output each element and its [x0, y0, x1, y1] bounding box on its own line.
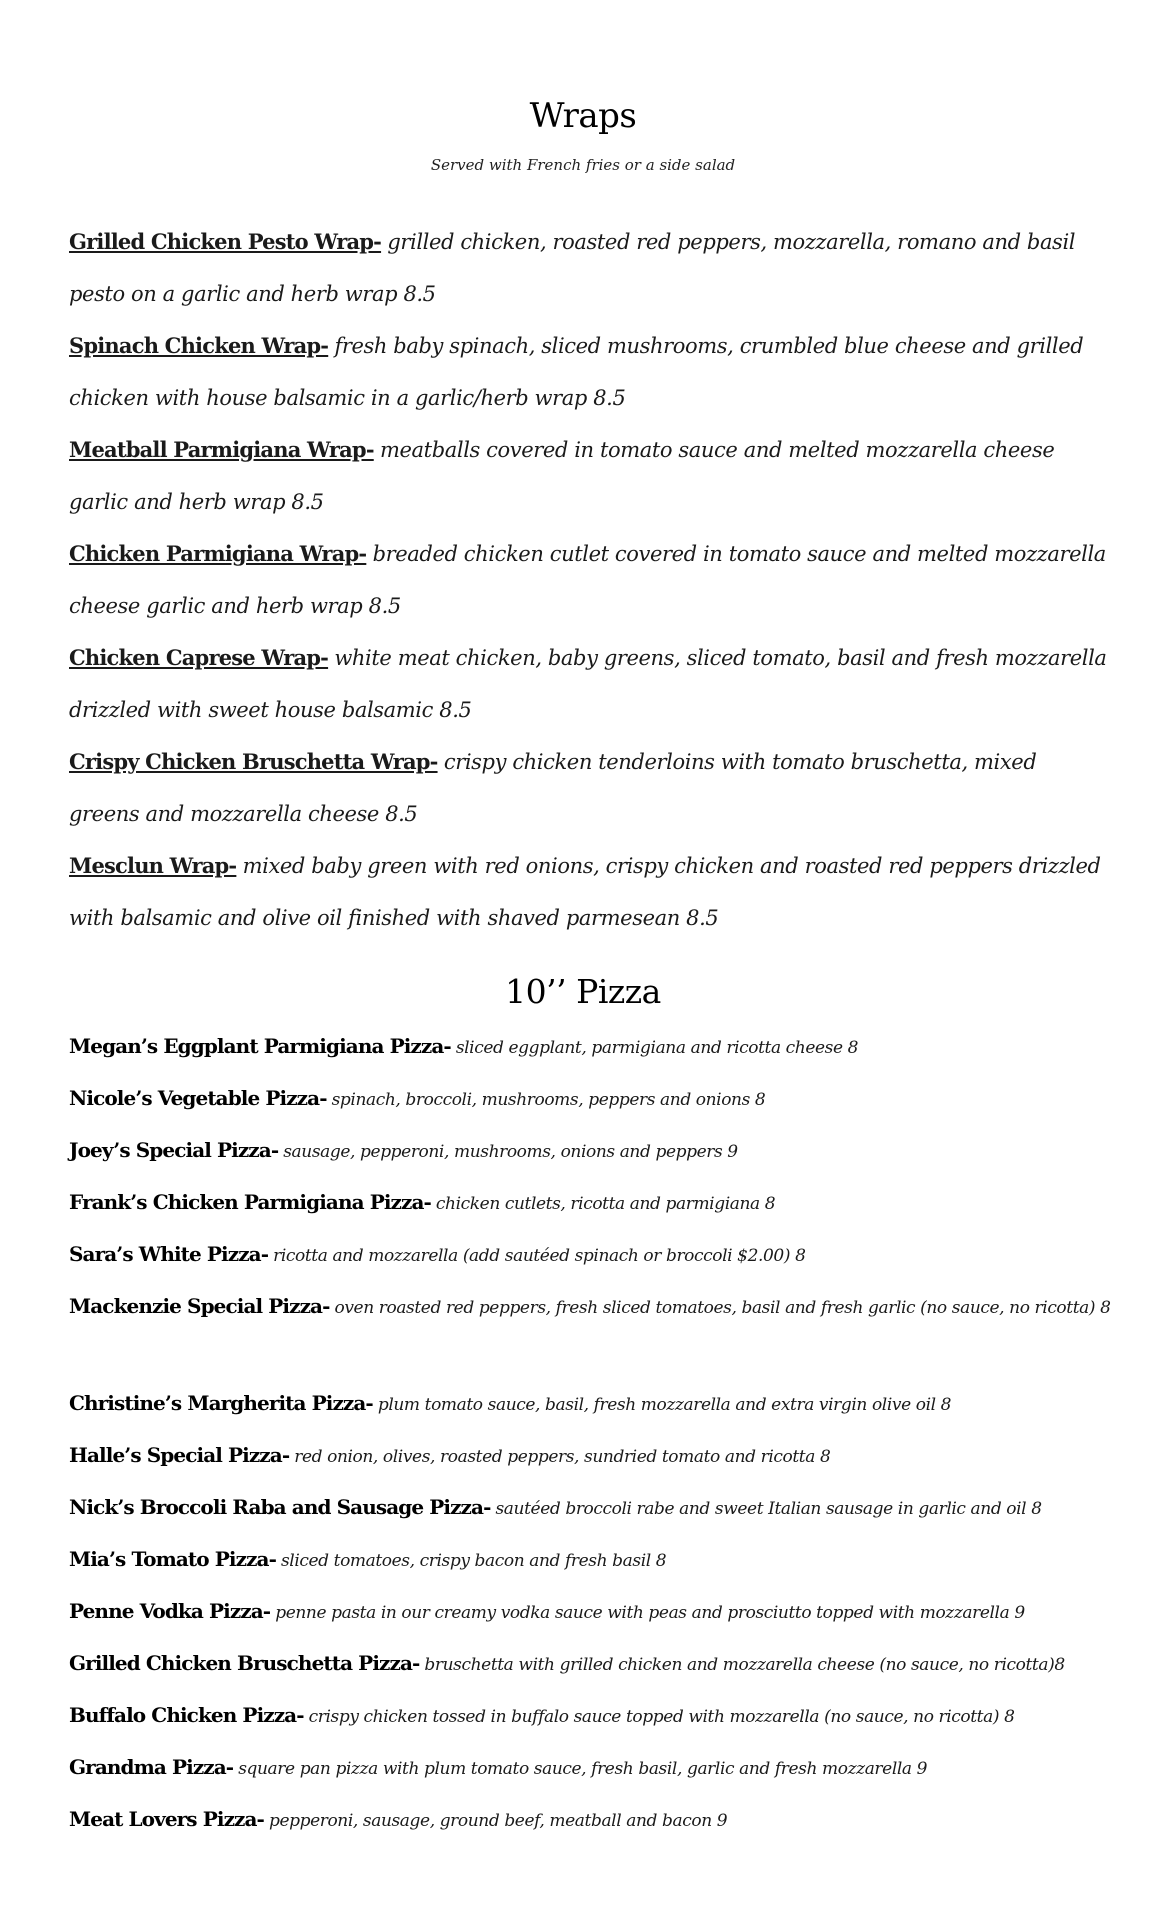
menu-item-description: crispy chicken tenderloins with tomato bruschetta, mixed greens and mozzarella cheese 8.5: [69, 750, 1037, 826]
menu-item-description: red onion, olives, roasted peppers, sundried tomato and ricotta 8: [289, 1447, 831, 1467]
menu-item-name: Buffalo Chicken Pizza-: [69, 1703, 304, 1727]
menu-item-name: Mackenzie Special Pizza-: [69, 1294, 330, 1318]
menu-item-pizza: [69, 1388, 1129, 1420]
menu-item-pizza: [69, 1804, 1129, 1836]
menu-item-description: mixed baby green with red onions, crispy chicken and roasted red peppers drizzled with balsamic and olive oil finished with shaved parmesean 8.5: [69, 854, 1101, 930]
menu-item-description: sliced eggplant, parmigiana and ricotta cheese 8: [450, 1038, 859, 1058]
menu-item-name: Penne Vodka Pizza-: [69, 1599, 271, 1623]
menu-item-description: plum tomato sauce, basil, fresh mozzarella and extra virgin olive oil 8: [372, 1395, 952, 1415]
menu-item-name: Chicken Parmigiana Wrap-: [69, 541, 367, 566]
menu-item-description: penne pasta in our creamy vodka sauce with peas and prosciutto topped with mozzarella 9: [270, 1603, 1025, 1623]
menu-item-description: white meat chicken, baby greens, sliced tomato, basil and fresh mozzarella drizzled with sweet house balsamic 8.5: [69, 646, 1107, 722]
menu-item-wrap: [69, 216, 1109, 320]
menu-item-name: Chicken Caprese Wrap-: [69, 645, 329, 670]
menu-item-name: Spinach Chicken Wrap-: [69, 333, 329, 358]
menu-item-wrap: [69, 632, 1109, 736]
menu-item-pizza: [69, 1752, 1129, 1784]
menu-item-pizza: [69, 1083, 1129, 1115]
menu-item-name: Crispy Chicken Bruschetta Wrap-: [69, 749, 438, 774]
menu-item-name: Grandma Pizza-: [69, 1755, 234, 1779]
menu-item-pizza: [69, 1648, 1129, 1680]
pizza-section-title: 10’’ Pizza: [505, 972, 661, 1011]
menu-item-wrap: [69, 736, 1109, 840]
menu-item-pizza: [69, 1596, 1129, 1628]
menu-item-description: sautéed broccoli rabe and sweet Italian sausage in garlic and oil 8: [490, 1499, 1042, 1519]
wraps-section-title: Wraps: [529, 96, 637, 136]
menu-item-description: pepperoni, sausage, ground beef, meatball and bacon 9: [263, 1811, 728, 1831]
menu-item-description: grilled chicken, roasted red peppers, mozzarella, romano and basil pesto on a garlic and herb wrap 8.5: [69, 230, 1076, 306]
menu-item-description: chicken cutlets, ricotta and parmigiana 8: [430, 1194, 776, 1214]
menu-item-description: bruschetta with grilled chicken and mozzarella cheese (no sauce, no ricotta)8: [419, 1655, 1065, 1675]
menu-item-name: Sara’s White Pizza-: [69, 1242, 269, 1266]
menu-item-description: spinach, broccoli, mushrooms, peppers and onions 8: [326, 1090, 766, 1110]
menu-item-name: Meatball Parmigiana Wrap-: [69, 437, 374, 462]
menu-item-name: Nick’s Broccoli Raba and Sausage Pizza-: [69, 1495, 491, 1519]
menu-item-description: ricotta and mozzarella (add sautéed spinach or broccoli $2.00) 8: [268, 1246, 806, 1266]
menu-item-name: Grilled Chicken Pesto Wrap-: [69, 229, 382, 254]
menu-item-pizza: [69, 1135, 1129, 1167]
menu-item-description: sausage, pepperoni, mushrooms, onions and peppers 9: [278, 1142, 738, 1162]
menu-item-description: crispy chicken tossed in buffalo sauce topped with mozzarella (no sauce, no ricotta) 8: [303, 1707, 1015, 1727]
menu-item-description: square pan pizza with plum tomato sauce, fresh basil, garlic and fresh mozzarella 9: [233, 1759, 928, 1779]
menu-item-wrap: [69, 528, 1109, 632]
menu-item-description: oven roasted red peppers, fresh sliced tomatoes, basil and fresh garlic (no sauce, no ricotta) 8: [329, 1298, 1111, 1318]
menu-item-name: Halle’s Special Pizza-: [69, 1443, 290, 1467]
menu-item-pizza: [69, 1492, 1129, 1524]
wraps-section-subtitle: Served with French fries or a side salad: [430, 156, 736, 174]
menu-item-pizza: [69, 1700, 1129, 1732]
menu-item-description: breaded chicken cutlet covered in tomato sauce and melted mozzarella cheese garlic and herb wrap 8.5: [69, 542, 1106, 618]
menu-item-name: Megan’s Eggplant Parmigiana Pizza-: [69, 1034, 451, 1058]
menu-item-pizza: [69, 1440, 1129, 1472]
menu-item-pizza: [69, 1291, 1129, 1323]
menu-item-name: Joey’s Special Pizza-: [69, 1138, 279, 1162]
menu-item-wrap: [69, 424, 1109, 528]
menu-item-description: meatballs covered in tomato sauce and melted mozzarella cheese garlic and herb wrap 8.5: [69, 438, 1055, 514]
menu-item-wrap: [69, 320, 1109, 424]
menu-item-name: Meat Lovers Pizza-: [69, 1807, 264, 1831]
menu-item-pizza: [69, 1187, 1129, 1219]
menu-item-name: Mesclun Wrap-: [69, 853, 237, 878]
menu-item-description: sliced tomatoes, crispy bacon and fresh basil 8: [275, 1551, 667, 1571]
menu-item-name: Frank’s Chicken Parmigiana Pizza-: [69, 1190, 431, 1214]
menu-item-name: Grilled Chicken Bruschetta Pizza-: [69, 1651, 420, 1675]
menu-item-name: Nicole’s Vegetable Pizza-: [69, 1086, 327, 1110]
menu-item-pizza: [69, 1239, 1129, 1271]
menu-item-description: fresh baby spinach, sliced mushrooms, crumbled blue cheese and grilled chicken with house balsamic in a garlic/herb wrap 8.5: [69, 334, 1084, 410]
menu-item-pizza: [69, 1031, 1129, 1063]
menu-item-name: Christine’s Margherita Pizza-: [69, 1391, 373, 1415]
menu-item-name: Mia’s Tomato Pizza-: [69, 1547, 276, 1571]
menu-item-pizza: [69, 1544, 1129, 1576]
menu-item-wrap: [69, 840, 1109, 944]
